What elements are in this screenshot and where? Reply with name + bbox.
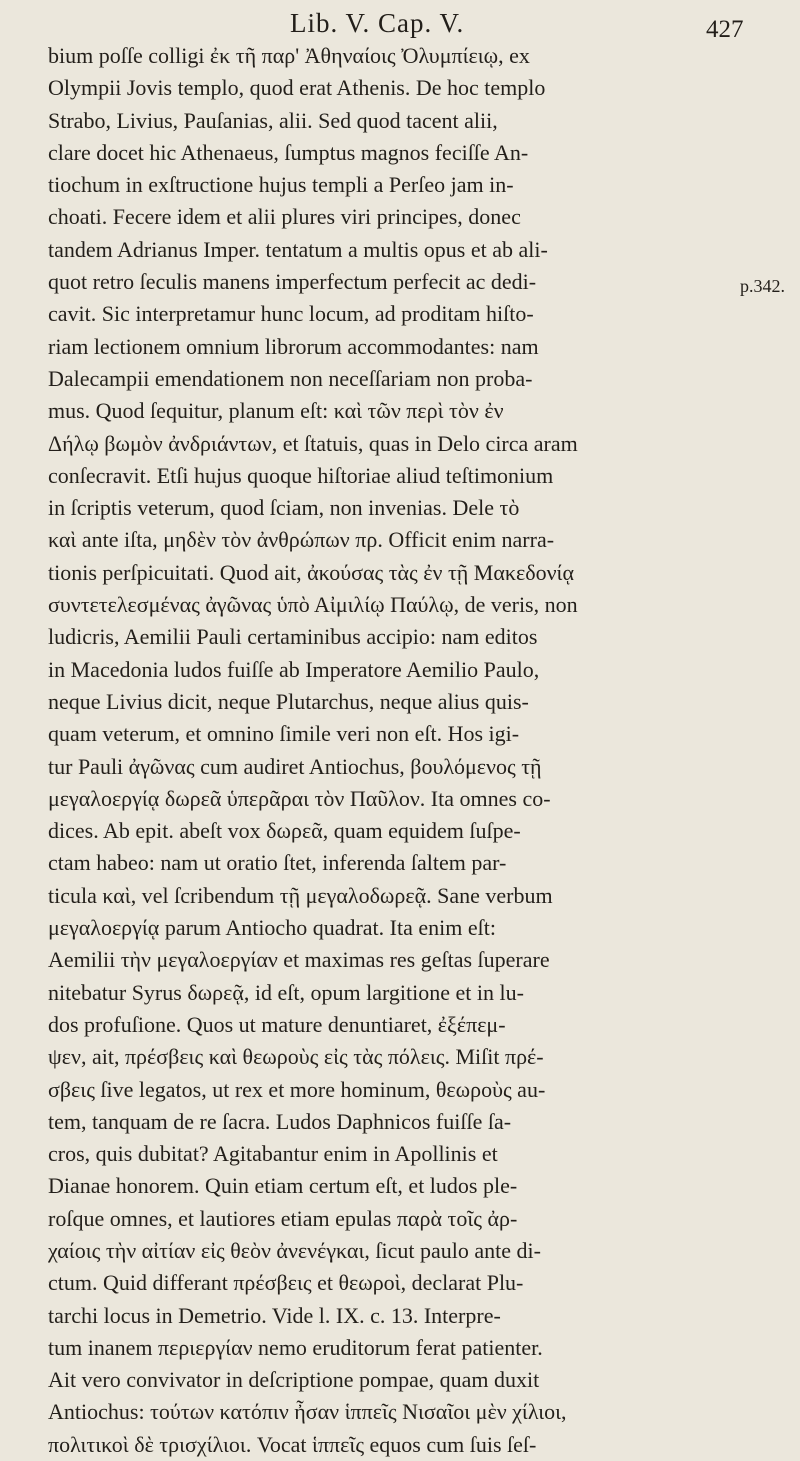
margin-note: p.342. bbox=[740, 276, 785, 296]
text-line: in ſcriptis veterum, quod ſciam, non invenias. Dele τὸ bbox=[48, 495, 520, 521]
text-line: quot retro ſeculis manens imperfectum perfecit ac dedi- bbox=[48, 269, 537, 295]
text-line: riam lectionem omnium librorum accommodantes: nam bbox=[48, 333, 539, 359]
text-line: cavit. Sic interpretamur hunc locum, ad proditam hiſto- bbox=[48, 301, 534, 327]
text-line: συντετελεσμένας ἀγῶνας ὑπὸ Αἰμιλίῳ Παύλῳ, de veris, non bbox=[48, 592, 578, 618]
text-line: tiochum in exſtructione hujus templi a Perſeo jam in- bbox=[48, 172, 514, 198]
text-line: dos profuſione. Quos ut mature denuntiaret, ἐξέπεμ- bbox=[48, 1011, 506, 1037]
text-line: neque Livius dicit, neque Plutarchus, neque alius quis- bbox=[48, 688, 529, 714]
page-number: 427 bbox=[706, 16, 744, 43]
text-line: πολιτικοὶ δὲ τρισχίλιοι. Vocat ἱππεῖς equos cum ſuis ſeſ- bbox=[48, 1431, 537, 1457]
text-line: μεγαλοεργίᾳ δωρεᾶ ὑπερᾶραι τὸν Παῦλον. Ita omnes co- bbox=[48, 785, 551, 811]
text-line: Olympii Jovis templo, quod erat Athenis. De hoc templo bbox=[48, 75, 546, 101]
text-line: tandem Adrianus Imper. tentatum a multis opus et ab ali- bbox=[48, 236, 548, 262]
text-line: Ait vero convivator in deſcriptione pompae, quam duxit bbox=[48, 1367, 540, 1393]
text-line: Dalecampii emendationem non neceſſariam non proba- bbox=[48, 365, 533, 391]
text-line: choati. Fecere idem et alii plures viri principes, donec bbox=[48, 204, 521, 230]
text-line: dices. Ab epit. abeſt vox δωρεᾶ, quam equidem ſuſpe- bbox=[48, 818, 521, 844]
text-line: nitebatur Syrus δωρεᾷ, id eſt, opum largitione et in lu- bbox=[48, 979, 524, 1005]
text-line: Δήλῳ βωμὸν ἀνδριάντων, et ſtatuis, quas in Delo circa aram bbox=[48, 430, 578, 456]
text-line: conſecravit. Etſi hujus quoque hiſtoriae aliud teſtimonium bbox=[48, 462, 554, 488]
text-line: Strabo, Livius, Pauſanias, alii. Sed quod tacent alii, bbox=[48, 107, 498, 133]
text-line: ctam habeo: nam ut oratio ſtet, inferenda ſaltem par- bbox=[48, 850, 507, 876]
text-line: μεγαλοεργίᾳ parum Antiocho quadrat. Ita enim eſt: bbox=[48, 915, 496, 941]
text-line: in Macedonia ludos fuiſſe ab Imperatore Aemilio Paulo, bbox=[48, 656, 540, 682]
text-line: bium poſſe colligi ἐκ τῆ παρ' Ἀθηναίοις Ὀλυμπίειῳ, ex bbox=[48, 43, 530, 68]
running-head-title: Lib. V. Cap. V. bbox=[290, 8, 465, 38]
text-line: Dianae honorem. Quin etiam certum eſt, et ludos ple- bbox=[48, 1173, 518, 1199]
text-line: tum inanem περιεργίαν nemo eruditorum ferat patienter. bbox=[48, 1334, 543, 1360]
text-line: quam veterum, et omnino ſimile veri non eſt. Hos igi- bbox=[48, 721, 520, 747]
text-line: Aemilii τὴν μεγαλοεργίαν et maximas res geſtas ſuperare bbox=[48, 947, 550, 973]
text-line: cros, quis dubitat? Agitabantur enim in Apollinis et bbox=[48, 1141, 498, 1167]
text-line: σβεις ſive legatos, ut rex et more hominum, θεωροὺς au- bbox=[48, 1076, 546, 1102]
text-line: mus. Quod ſequitur, planum eſt: καὶ τῶν περὶ τὸν ἐν bbox=[48, 398, 504, 424]
text-line: ticula καὶ, vel ſcribendum τῇ μεγαλοδωρεᾷ. Sane verbum bbox=[48, 882, 553, 908]
text-line: tur Pauli ἀγῶνας cum audiret Antiochus, βουλόμενος τῇ bbox=[48, 753, 542, 779]
text-line: Antiochus: τούτων κατόπιν ἦσαν ἱππεῖς Νισαῖοι μὲν χίλιοι, bbox=[48, 1399, 567, 1425]
text-line: tarchi locus in Demetrio. Vide l. IX. c. 13. Interpre- bbox=[48, 1302, 501, 1328]
text-line: χαίοις τὴν αἰτίαν εἰς θεὸν ἀνενέγκαι, ſicut paulo ante di- bbox=[48, 1237, 541, 1263]
text-line: clare docet hic Athenaeus, ſumptus magnos feciſſe An- bbox=[48, 139, 529, 165]
text-line: roſque omnes, et lautiores etiam epulas παρὰ τοῖς ἀρ- bbox=[48, 1205, 518, 1231]
text-line: ctum. Quid differant πρέσβεις et θεωροὶ, declarat Plu- bbox=[48, 1270, 524, 1296]
text-line: ψεν, ait, πρέσβεις καὶ θεωροὺς εἰς τὰς πόλεις. Miſit πρέ- bbox=[48, 1044, 544, 1070]
text-line: tem, tanquam de re ſacra. Ludos Daphnicos fuiſſe ſa- bbox=[48, 1108, 512, 1134]
text-line: καὶ ante iſta, μηδὲν τὸν ἀνθρώπων πρ. Officit enim narra- bbox=[48, 527, 555, 553]
text-line: ludicris, Aemilii Pauli certaminibus accipio: nam editos bbox=[48, 624, 538, 650]
body-text bbox=[48, 40, 736, 1461]
text-line: tionis perſpicuitati. Quod ait, ἀκούσας τὰς ἐν τῇ Μακεδονίᾳ bbox=[48, 559, 574, 585]
